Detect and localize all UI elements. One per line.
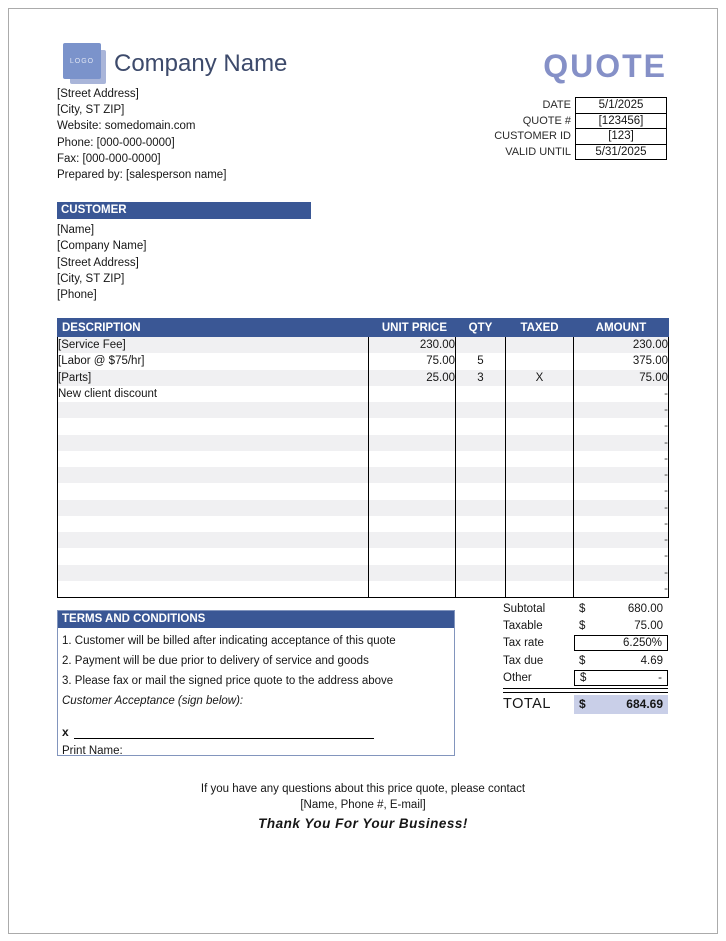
info-row-customer-id [453, 128, 667, 145]
cell-amount[interactable]: - [574, 500, 669, 516]
total-label: TOTAL [503, 696, 551, 713]
cell-taxed[interactable] [506, 435, 574, 451]
cell-unit-price[interactable] [369, 565, 456, 581]
logo-text: LOGO [69, 57, 95, 65]
cell-qty[interactable] [456, 532, 506, 548]
logo-square [63, 43, 101, 79]
cell-taxed[interactable] [506, 467, 574, 483]
currency-symbol: $ [579, 619, 586, 632]
date-label: DATE [542, 99, 571, 112]
cell-unit-price[interactable] [369, 402, 456, 418]
other-amount: - [658, 671, 662, 684]
cell-description[interactable] [58, 402, 369, 418]
table-row [58, 418, 669, 434]
info-row-valid-until [453, 144, 667, 161]
table-row [58, 435, 669, 451]
table-row [58, 402, 669, 418]
tax-rate-value: 6.250% [622, 637, 662, 650]
cell-taxed[interactable] [506, 581, 574, 598]
company-name: Company Name [114, 50, 288, 77]
terms-section-header: TERMS AND CONDITIONS [58, 611, 454, 628]
subtotal-amount: 680.00 [627, 602, 663, 615]
quote-number-field[interactable]: [123456] [575, 113, 667, 130]
cell-unit-price[interactable] [369, 435, 456, 451]
taxable-label: Taxable [503, 619, 543, 632]
customer-id-label: CUSTOMER ID [494, 130, 571, 143]
company-logo-icon [63, 43, 109, 87]
cell-taxed[interactable]: X [506, 370, 574, 386]
customer-phone: [Phone] [57, 289, 97, 302]
subtotal-label: Subtotal [503, 602, 546, 615]
customer-details [57, 222, 311, 303]
unit-price-column-header: UNIT PRICE [369, 319, 456, 337]
cell-taxed[interactable] [506, 483, 574, 499]
cell-unit-price[interactable] [369, 532, 456, 548]
cell-amount[interactable]: - [574, 483, 669, 499]
cell-qty[interactable] [456, 418, 506, 434]
tax-due-row [503, 652, 668, 669]
cell-amount[interactable]: - [574, 402, 669, 418]
cell-description[interactable] [58, 467, 369, 483]
customer-city: [City, ST ZIP] [57, 272, 125, 285]
tax-due-amount: 4.69 [640, 654, 663, 667]
cell-unit-price[interactable] [369, 386, 456, 402]
taxable-value [574, 618, 668, 635]
cell-qty[interactable] [456, 516, 506, 532]
totals-section [503, 600, 668, 714]
other-field[interactable] [574, 670, 668, 687]
table-row [58, 500, 669, 516]
prepared-by-line: Prepared by: [salesperson name] [57, 169, 227, 182]
cell-qty[interactable] [456, 402, 506, 418]
company-address-block [57, 86, 226, 183]
table-row [58, 353, 669, 369]
cell-taxed[interactable] [506, 565, 574, 581]
info-row-quote-number [453, 113, 667, 130]
other-label: Other [503, 671, 532, 684]
table-row [58, 581, 669, 598]
cell-amount[interactable]: 75.00 [574, 370, 669, 386]
cell-amount[interactable]: - [574, 581, 669, 598]
currency-symbol: $ [579, 654, 586, 667]
table-row [58, 565, 669, 581]
signature-row [62, 725, 448, 739]
customer-company: [Company Name] [57, 240, 147, 253]
table-row [58, 467, 669, 483]
cell-qty[interactable] [456, 467, 506, 483]
cell-taxed[interactable] [506, 337, 574, 354]
cell-unit-price[interactable] [369, 418, 456, 434]
total-amount: 684.69 [626, 697, 663, 712]
cell-qty[interactable]: 3 [456, 370, 506, 386]
date-field[interactable]: 5/1/2025 [575, 97, 667, 114]
taxable-amount: 75.00 [634, 619, 663, 632]
footer [0, 781, 726, 831]
customer-section [57, 202, 311, 303]
cell-unit-price[interactable] [369, 581, 456, 598]
table-header-row [58, 319, 669, 337]
signature-x-mark: x [62, 725, 69, 739]
cell-qty[interactable] [456, 500, 506, 516]
table-row [58, 451, 669, 467]
cell-amount[interactable]: - [574, 386, 669, 402]
cell-description[interactable] [58, 451, 369, 467]
tax-rate-field[interactable] [574, 635, 668, 652]
cell-qty[interactable] [456, 548, 506, 564]
footer-thank-you: Thank You For Your Business! [258, 816, 468, 831]
customer-name: [Name] [57, 224, 95, 236]
terms-section [57, 610, 455, 756]
cell-taxed[interactable] [506, 451, 574, 467]
cell-qty[interactable] [456, 483, 506, 499]
valid-until-field[interactable]: 5/31/2025 [575, 144, 667, 161]
customer-id-field[interactable]: [123] [575, 128, 667, 145]
cell-qty[interactable] [456, 337, 506, 354]
cell-amount[interactable]: - [574, 418, 669, 434]
tax-due-label: Tax due [503, 654, 544, 667]
cell-unit-price[interactable] [369, 483, 456, 499]
terms-content [58, 628, 454, 759]
cell-description[interactable] [58, 435, 369, 451]
quote-number-label: QUOTE # [522, 114, 571, 127]
tax-due-value [574, 652, 668, 669]
info-row-date [453, 97, 667, 114]
cell-amount[interactable]: - [574, 548, 669, 564]
cell-amount[interactable]: - [574, 467, 669, 483]
table-row [58, 337, 669, 354]
cell-amount[interactable]: 230.00 [574, 337, 669, 354]
cell-description[interactable] [58, 565, 369, 581]
print-name-label: Print Name: [62, 745, 123, 757]
cell-amount[interactable]: - [574, 565, 669, 581]
cell-description[interactable]: [Labor @ $75/hr] [58, 353, 369, 369]
phone-line: Phone: [000-000-0000] [57, 136, 175, 149]
cell-amount[interactable]: 375.00 [574, 353, 669, 369]
term-line-2: 2. Payment will be due prior to delivery of service and goods [62, 655, 369, 667]
taxed-column-header: TAXED [506, 319, 574, 337]
tax-rate-row [503, 635, 668, 652]
footer-contact-line: If you have any questions about this price quote, please contact [200, 783, 526, 795]
quote-info-grid [453, 97, 667, 160]
cell-description[interactable] [58, 516, 369, 532]
cell-taxed[interactable] [506, 386, 574, 402]
table-row [58, 386, 669, 402]
cell-description[interactable] [58, 483, 369, 499]
cell-unit-price[interactable]: 230.00 [369, 337, 456, 354]
cell-unit-price[interactable] [369, 500, 456, 516]
cell-description[interactable] [58, 532, 369, 548]
valid-until-label: VALID UNTIL [505, 145, 571, 158]
table-row [58, 516, 669, 532]
cell-taxed[interactable] [506, 532, 574, 548]
currency-symbol: $ [579, 697, 586, 712]
currency-symbol: $ [579, 602, 586, 615]
cell-description[interactable]: [Service Fee] [58, 337, 369, 354]
cell-taxed[interactable] [506, 516, 574, 532]
cell-qty[interactable] [456, 435, 506, 451]
subtotal-value [574, 600, 668, 617]
cell-amount[interactable]: - [574, 516, 669, 532]
table-row [58, 370, 669, 386]
line-items-table [57, 318, 669, 598]
cell-qty[interactable] [456, 565, 506, 581]
cell-taxed[interactable] [506, 402, 574, 418]
cell-unit-price[interactable]: 75.00 [369, 353, 456, 369]
cell-description[interactable]: New client discount [58, 386, 369, 402]
customer-street: [Street Address] [57, 256, 139, 269]
taxable-row [503, 617, 668, 634]
cell-taxed[interactable] [506, 353, 574, 369]
customer-section-header: CUSTOMER [57, 202, 311, 219]
cell-unit-price[interactable] [369, 467, 456, 483]
cell-description[interactable] [58, 500, 369, 516]
cell-unit-price[interactable] [369, 548, 456, 564]
city-state-zip: [City, ST ZIP] [57, 104, 125, 117]
qty-column-header: QTY [456, 319, 506, 337]
cell-amount[interactable]: - [574, 532, 669, 548]
table-row [58, 548, 669, 564]
footer-contact-placeholder: [Name, Phone #, E-mail] [300, 799, 426, 811]
cell-qty[interactable] [456, 386, 506, 402]
cell-qty[interactable] [456, 581, 506, 598]
cell-description[interactable] [58, 581, 369, 598]
cell-description[interactable] [58, 548, 369, 564]
cell-unit-price[interactable]: 25.00 [369, 370, 456, 386]
signature-line [74, 725, 374, 739]
cell-amount[interactable]: - [574, 451, 669, 467]
fax-line: Fax: [000-000-0000] [57, 152, 161, 165]
description-column-header: DESCRIPTION [58, 319, 369, 337]
totals-divider [503, 688, 668, 693]
cell-description[interactable] [58, 418, 369, 434]
cell-taxed[interactable] [506, 418, 574, 434]
items-table-body [58, 337, 669, 598]
table-row [58, 483, 669, 499]
other-row [503, 669, 668, 686]
website-line: Website: somedomain.com [57, 120, 196, 133]
customer-acceptance-label: Customer Acceptance (sign below): [62, 695, 244, 707]
term-line-1: 1. Customer will be billed after indicating acceptance of this quote [62, 635, 396, 647]
table-row [58, 532, 669, 548]
quote-title: QUOTE [543, 48, 667, 84]
total-row [503, 694, 668, 714]
street-address: [Street Address] [57, 88, 139, 100]
currency-symbol: $ [580, 671, 587, 684]
cell-taxed[interactable] [506, 548, 574, 564]
tax-rate-label: Tax rate [503, 637, 544, 650]
total-value [574, 695, 668, 714]
cell-taxed[interactable] [506, 500, 574, 516]
amount-column-header: AMOUNT [574, 319, 669, 337]
cell-unit-price[interactable] [369, 516, 456, 532]
subtotal-row [503, 600, 668, 617]
cell-amount[interactable]: - [574, 435, 669, 451]
term-line-3: 3. Please fax or mail the signed price quote to the address above [62, 675, 394, 687]
cell-unit-price[interactable] [369, 451, 456, 467]
cell-qty[interactable]: 5 [456, 353, 506, 369]
cell-description[interactable]: [Parts] [58, 370, 369, 386]
cell-qty[interactable] [456, 451, 506, 467]
